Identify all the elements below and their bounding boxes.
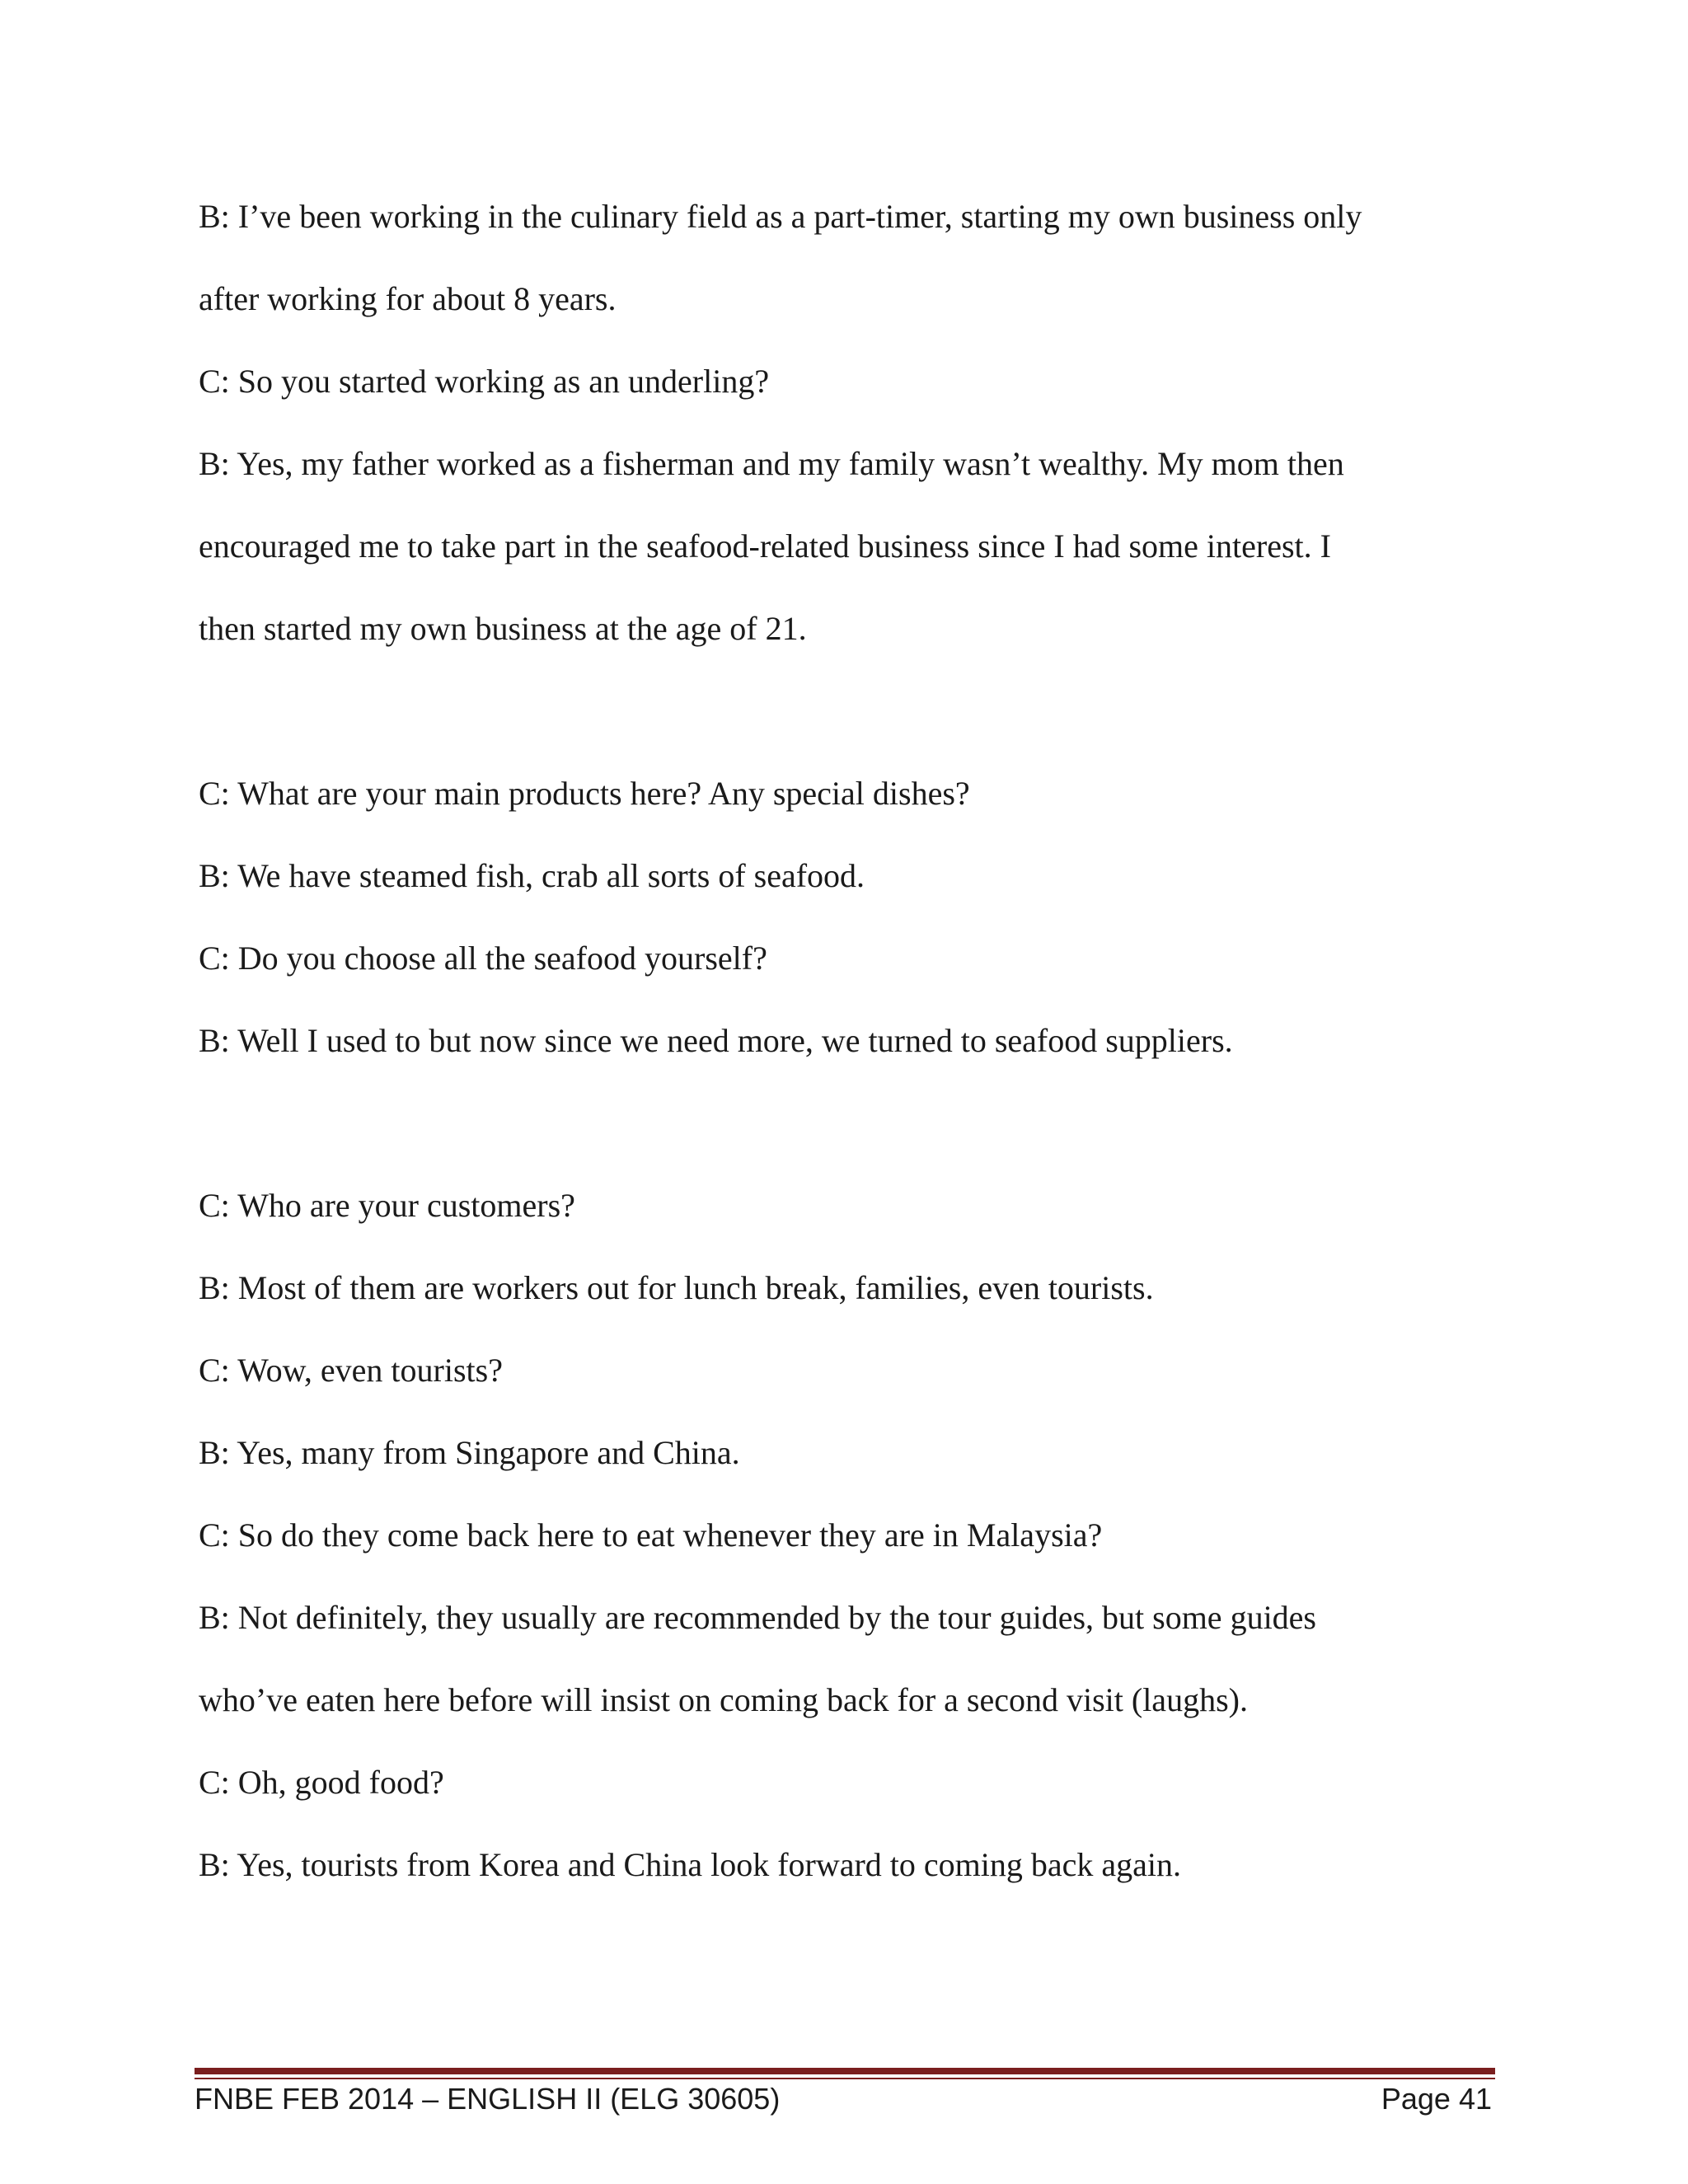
dialogue-line: C: Oh, good food?	[199, 1764, 444, 1801]
dialogue-line: B: Yes, my father worked as a fisherman and my family wasn’t wealthy. My mom then	[199, 445, 1344, 482]
footer-divider	[195, 2068, 1495, 2074]
dialogue-line: B: Most of them are workers out for lunch break, families, even tourists.	[199, 1269, 1154, 1306]
dialogue-line: who’ve eaten here before will insist on coming back for a second visit (laughs).	[199, 1681, 1248, 1718]
dialogue-line: C: So do they come back here to eat whenever they are in Malaysia?	[199, 1516, 1103, 1554]
dialogue-line: encouraged me to take part in the seafood-related business since I had some interest. I	[199, 527, 1331, 565]
dialogue-line: C: Wow, even tourists?	[199, 1352, 503, 1389]
dialogue-line: C: So you started working as an underling?	[199, 363, 770, 400]
dialogue-line: B: I’ve been working in the culinary field as a part-timer, starting my own business only	[199, 198, 1362, 235]
dialogue-line: B: Well I used to but now since we need more, we turned to seafood suppliers.	[199, 1022, 1233, 1059]
dialogue-line: B: Not definitely, they usually are recommended by the tour guides, but some guides	[199, 1599, 1316, 1636]
footer-page-number: Page 41	[1381, 2082, 1492, 2116]
dialogue-line: B: Yes, many from Singapore and China.	[199, 1434, 740, 1471]
dialogue-line: C: What are your main products here? Any special dishes?	[199, 775, 970, 812]
dialogue-line: after working for about 8 years.	[199, 280, 617, 317]
footer-course-title: FNBE FEB 2014 – ENGLISH II (ELG 30605)	[195, 2082, 781, 2116]
dialogue-line: B: Yes, tourists from Korea and China look forward to coming back again.	[199, 1846, 1182, 1883]
dialogue-line: C: Who are your customers?	[199, 1187, 575, 1224]
dialogue-line: C: Do you choose all the seafood yourself?	[199, 940, 767, 977]
dialogue-line: B: We have steamed fish, crab all sorts of seafood.	[199, 857, 865, 894]
dialogue-line: then started my own business at the age of 21.	[199, 610, 807, 647]
